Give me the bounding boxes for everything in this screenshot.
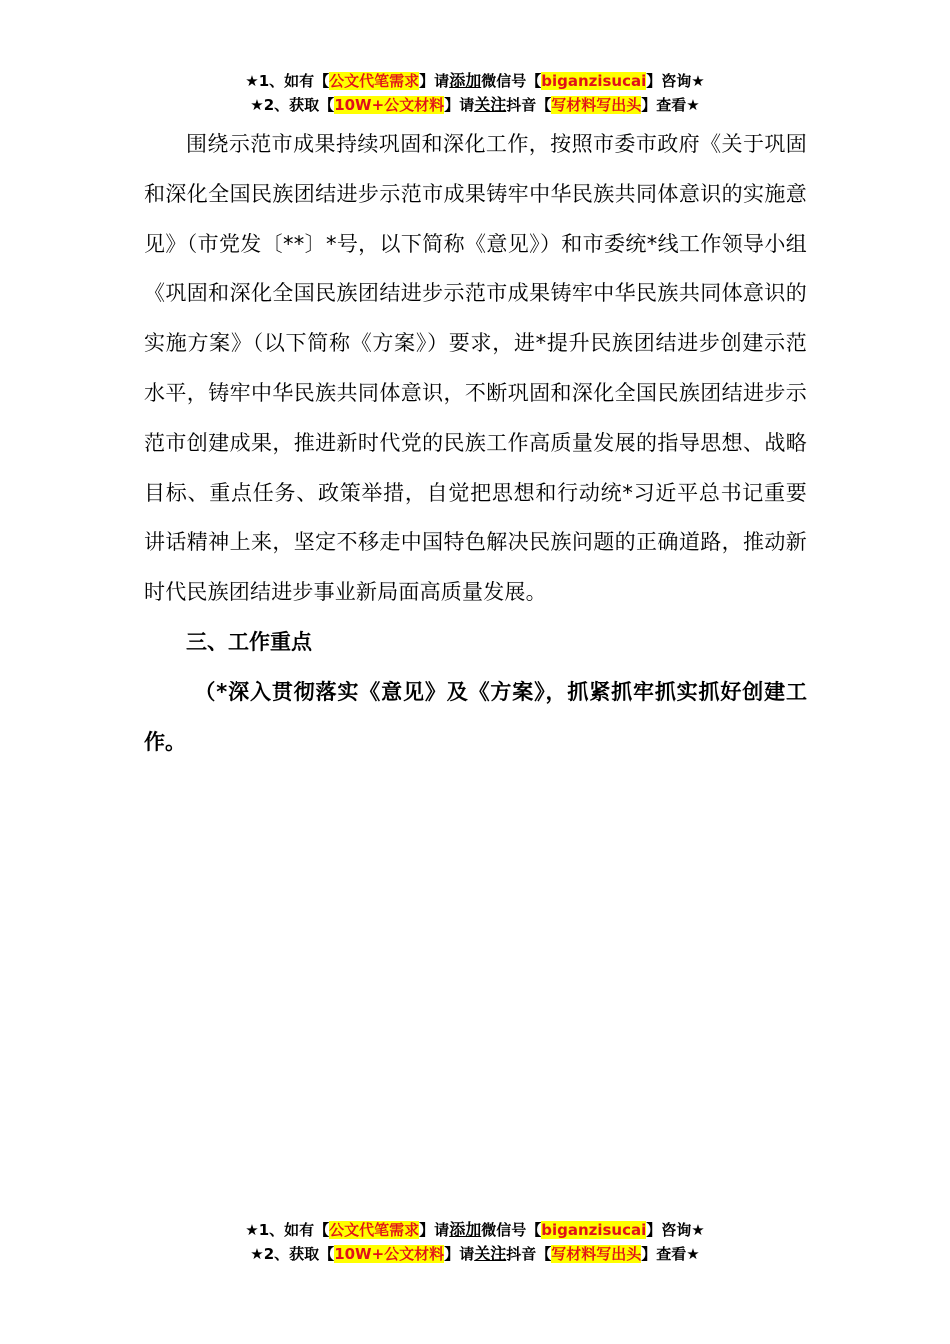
banner-text: 抖音【 (506, 1245, 552, 1263)
banner-highlight: biganzisucai (541, 1221, 647, 1239)
banner-text: ★2、获取【 (250, 1245, 335, 1263)
banner-text: 微信号【 (481, 1221, 542, 1239)
banner-emphasis: 关注 (474, 1244, 507, 1263)
banner-emphasis: 添加 (449, 1220, 482, 1239)
banner-text: 抖音【 (506, 96, 552, 114)
banner-highlight: 公文代笔需求 (329, 1221, 420, 1239)
banner-text: 】请 (419, 72, 450, 90)
banner-emphasis: 添加 (449, 71, 482, 90)
section-heading: 三、工作重点 (186, 629, 312, 654)
banner-text: 】咨询★ (646, 1221, 705, 1239)
header-banner-line-2 (0, 93, 950, 117)
banner-text: ★2、获取【 (250, 96, 335, 114)
banner-highlight: biganzisucai (541, 72, 647, 90)
section-subpoint: （*深入贯彻落实《意见》及《方案》，抓紧抓牢抓实抓好创建工作。 (144, 679, 807, 754)
document-body (144, 120, 807, 767)
footer-banner-line-1 (0, 1218, 950, 1242)
banner-highlight: 写材料写出头 (551, 96, 642, 114)
header-banner-line-1 (0, 69, 950, 93)
banner-highlight: 写材料写出头 (551, 1245, 642, 1263)
banner-emphasis: 关注 (474, 95, 507, 114)
banner-text: 】咨询★ (646, 72, 705, 90)
banner-highlight: 公文代笔需求 (329, 72, 420, 90)
banner-text: 】请 (419, 1221, 450, 1239)
body-paragraph: 围绕示范市成果持续巩固和深化工作，按照市委市政府《关于巩固和深化全国民族团结进步示范市成果铸牢中华民族共同体意识的实施意见》（市党发〔**〕*号，以下简称《意见》）和市委统*线工作领导小组《巩固和深化全国民族团结进步示范市成果铸牢中华民族共同体意识的实施方案》（以下简称《方案》）要求，进*提升民族团结进步创建示范水平，铸牢中华民族共同体意识，不断巩固和深化全国民族团结进步示范市创建成果，推进新时代党的民族工作高质量发展的指导思想、战略目标、重点任务、政策举措，自觉把思想和行动统*习近平总书记重要讲话精神上来，坚定不移走中国特色解决民族问题的正确道路，推动新时代民族团结进步事业新局面高质量发展。 (144, 132, 807, 605)
banner-highlight: 10W+公文材料 (334, 96, 445, 114)
banner-text: ★1、如有【 (245, 1221, 330, 1239)
banner-text: 】请 (444, 1245, 475, 1263)
banner-text: 微信号【 (481, 72, 542, 90)
header-banner (0, 69, 950, 117)
banner-text: 】查看★ (641, 1245, 700, 1263)
banner-text: 】请 (444, 96, 475, 114)
footer-banner-line-2 (0, 1242, 950, 1266)
banner-text: ★1、如有【 (245, 72, 330, 90)
banner-highlight: 10W+公文材料 (334, 1245, 445, 1263)
footer-banner (0, 1218, 950, 1266)
banner-text: 】查看★ (641, 96, 700, 114)
